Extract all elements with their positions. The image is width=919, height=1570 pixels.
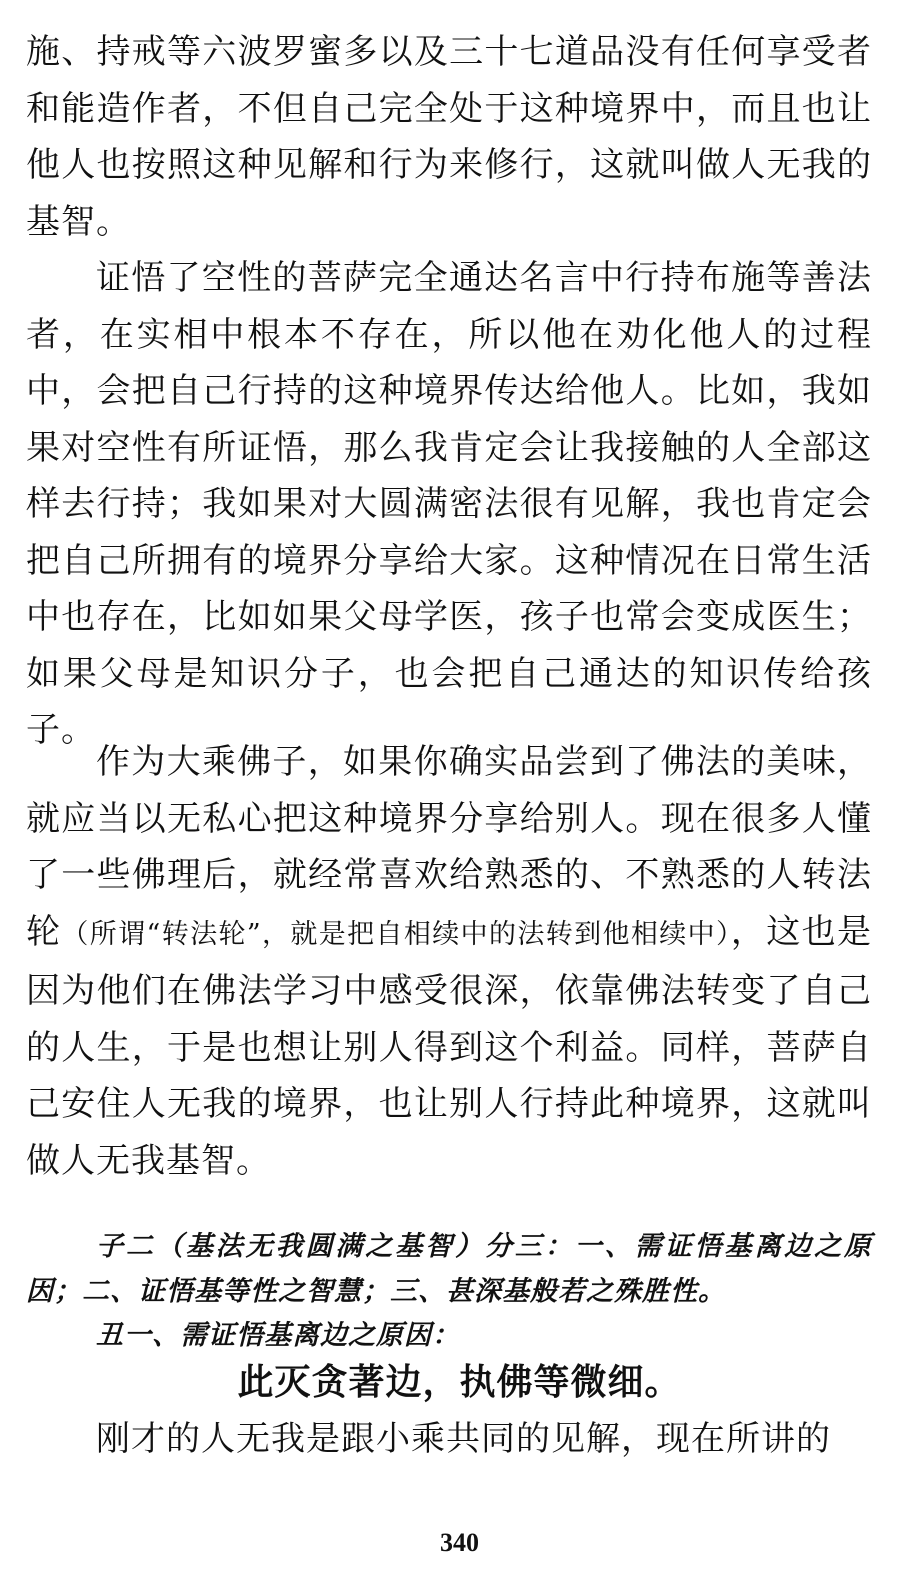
paragraph-commentary: 刚才的人无我是跟小乘共同的见解，现在所讲的 xyxy=(96,1419,831,1459)
paragraph-3-text-a: 作为大乘佛子，如果你确实品尝到了佛法的美味，就应当以无私心把这种境界分享给别人。现在很多人懂了一些佛理后，就经常喜欢给熟悉的、不熟悉的人转法轮 xyxy=(26,742,872,952)
outline-heading-1: 子二（基法无我圆满之基智）分三：一、需证悟基离边之原因；二、证悟基等性之智慧；三、甚深基般若之殊胜性。 xyxy=(26,1231,872,1307)
paragraph-2: 证悟了空性的菩萨完全通达名言中行持布施等善法者，在实相中根本不存在，所以他在劝化他人的过程中，会把自己行持的这种境界传达给他人。比如，我如果对空性有所证悟，那么我肯定会让我接触的人全部这样去行持；我如果对大圆满密法很有见解，我也肯定会把自己所拥有的境界分享给大家。这种情况在日常生活中也存在，比如如果父母学医，孩子也常会变成医生；如果父母是知识分子，也会把自己通达的知识传给孩子。 xyxy=(26,258,872,750)
outline-heading-2: 丑一、需证悟基离边之原因： xyxy=(96,1320,460,1351)
paragraph-3-note: （所谓“转法轮”，就是把自相续中的法转到他相续中） xyxy=(61,918,731,950)
paragraph-1: 施、持戒等六波罗蜜多以及三十七道品没有任何享受者和能造作者，不但自己完全处于这种境界中，而且也让他人也按照这种见解和行为来修行，这就叫做人无我的基智。 xyxy=(26,32,872,242)
root-verse: 此灭贪著边，执佛等微细。 xyxy=(237,1362,682,1403)
page-number: 340 xyxy=(440,1528,479,1557)
paragraph-3-text-b: ，这也是因为他们在佛法学习中感受很深，依靠佛法转变了自己的人生，于是也想让别人得到这个利益。同样，菩萨自己安住人无我的境界，也让别人行持此种境界，这就叫做人无我基智。 xyxy=(26,911,873,1181)
paragraph-3 xyxy=(26,734,872,1189)
